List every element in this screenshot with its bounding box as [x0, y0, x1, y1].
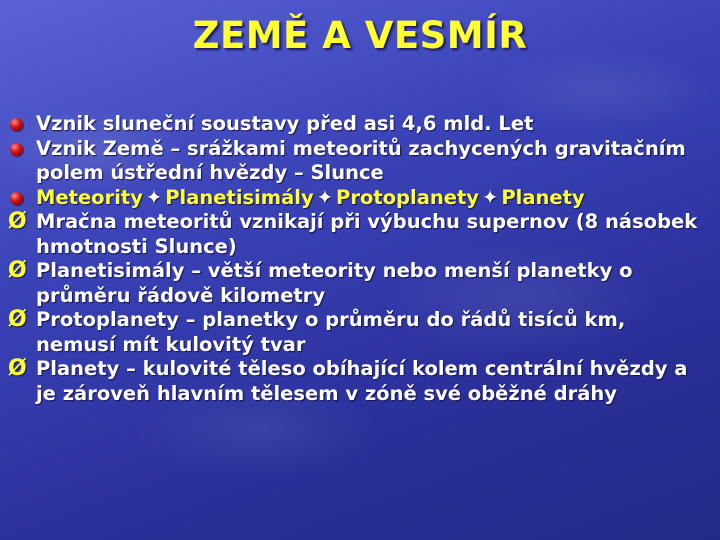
list-item-text: Vznik sluneční soustavy před asi 4,6 mld. Let — [36, 112, 534, 135]
list-item — [10, 137, 710, 186]
arrow-icon: Ø — [8, 258, 27, 283]
list-item-terms — [10, 186, 710, 211]
bullet-list — [10, 112, 710, 406]
term: Meteority — [36, 185, 143, 209]
arrow-icon: Ø — [8, 209, 27, 234]
list-item — [10, 308, 710, 357]
list-item-text: Planetisimály – větší meteority nebo menší planetky o průměru řádově kilometry — [36, 259, 633, 307]
sparkle-icon: ✦ — [145, 185, 163, 209]
list-item-text: Planety – kulovité těleso obíhající kolem centrální hvězdy a je zároveň hlavním tělesem v zóně své oběžné dráhy — [36, 357, 688, 405]
red-ball-icon — [10, 118, 23, 131]
red-ball-icon — [10, 192, 23, 205]
list-item — [10, 210, 710, 259]
arrow-icon: Ø — [8, 307, 27, 332]
list-item-text: Mračna meteoritů vznikají při výbuchu supernov (8 násobek hmotnosti Slunce) — [36, 210, 698, 258]
term: Protoplanety — [336, 185, 479, 209]
list-item — [10, 259, 710, 308]
list-item-text: Vznik Země – srážkami meteoritů zachycených gravitačním polem ústřední hvězdy – Slunce — [36, 136, 686, 184]
red-ball-icon — [10, 143, 23, 156]
slide-title: ZEMĚ A VESMÍR — [192, 14, 528, 57]
term: Planetisimály — [165, 185, 314, 209]
sparkle-icon: ✦ — [482, 185, 499, 209]
list-item — [10, 357, 710, 406]
list-item-text: Protoplanety – planetky o průměru do řádů tisíců km, nemusí mít kulovitý tvar — [36, 308, 626, 356]
list-item — [10, 112, 710, 137]
term: Planety — [501, 185, 585, 209]
sparkle-icon: ✦ — [316, 185, 334, 209]
arrow-icon: Ø — [8, 356, 27, 381]
